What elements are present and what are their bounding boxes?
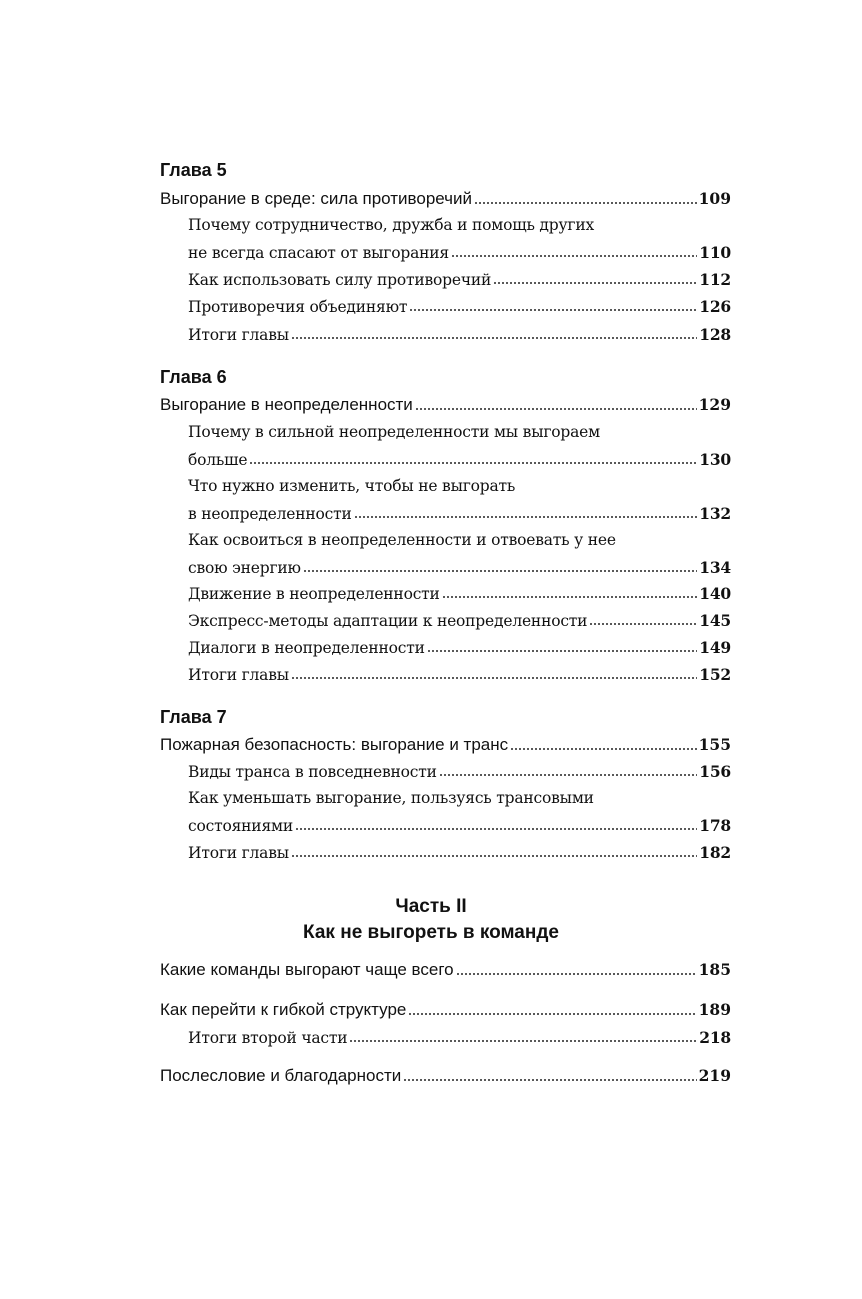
entry-title: Как уменьшать выгорание, пользуясь трансовыми xyxy=(188,789,594,807)
toc-entry xyxy=(188,584,731,603)
entry-title: Какие команды выгорают чаще всего xyxy=(160,960,454,979)
dot-leader xyxy=(295,827,697,831)
entry-title: Как перейти к гибкой структуре xyxy=(160,1000,407,1019)
page-number: 178 xyxy=(699,816,731,835)
page-number: 185 xyxy=(698,960,731,979)
entry-title: Почему сотрудничество, дружба и помощь других xyxy=(188,216,595,234)
entry-title: Итоги главы xyxy=(188,844,289,862)
toc-entry xyxy=(188,611,731,630)
entry-title: Диалоги в неопределенности xyxy=(188,639,425,657)
page-number: 182 xyxy=(699,843,731,862)
entry-title: Противоречия объединяют xyxy=(188,298,408,316)
dot-leader xyxy=(409,308,697,312)
page-number: 145 xyxy=(699,611,731,630)
entry-title: в неопределенности xyxy=(188,505,352,523)
entry-title: больше xyxy=(188,451,248,469)
toc-entry xyxy=(188,816,731,835)
chapter-heading xyxy=(160,707,227,728)
dot-leader xyxy=(474,201,697,205)
toc-entry xyxy=(188,216,731,234)
dot-leader xyxy=(415,407,697,411)
dot-leader xyxy=(456,972,697,976)
toc-entry xyxy=(160,1000,731,1020)
page-number: 149 xyxy=(699,638,731,657)
page-number: 112 xyxy=(699,270,731,289)
entry-title: Глава 7 xyxy=(160,707,227,727)
page-number: 155 xyxy=(698,735,731,754)
page-number: 129 xyxy=(698,395,731,414)
entry-title: Итоги главы xyxy=(188,326,289,344)
dot-leader xyxy=(354,515,698,519)
entry-title: Глава 5 xyxy=(160,160,227,180)
entry-title: Как не выгореть в команде xyxy=(303,922,559,943)
dot-leader xyxy=(408,1012,696,1016)
toc-entry xyxy=(188,665,731,684)
entry-title: Как использовать силу противоречий xyxy=(188,271,492,289)
entry-title: Выгорание в неопределенности xyxy=(160,395,413,414)
page-number: 218 xyxy=(699,1028,731,1047)
dot-leader xyxy=(249,461,697,465)
page-number: 132 xyxy=(699,504,731,523)
page-number: 110 xyxy=(699,243,731,262)
toc-entry xyxy=(188,638,731,657)
entry-title: Часть II xyxy=(395,896,467,917)
dot-leader xyxy=(589,622,697,626)
page-number: 140 xyxy=(699,584,731,603)
toc-entry xyxy=(160,395,731,415)
dot-leader xyxy=(439,773,697,777)
page-number: 152 xyxy=(699,665,731,684)
dot-leader xyxy=(291,854,697,858)
dot-leader xyxy=(291,336,697,340)
entry-title: Движение в неопределенности xyxy=(188,585,440,603)
part-heading xyxy=(0,896,862,918)
chapter-heading xyxy=(160,367,227,388)
entry-title: Пожарная безопасность: выгорание и транс xyxy=(160,735,509,754)
toc-entry xyxy=(188,243,731,262)
page-number: 156 xyxy=(699,762,731,781)
toc-entry xyxy=(188,762,731,781)
dot-leader xyxy=(442,595,698,599)
toc-entry xyxy=(160,189,731,209)
toc-entry xyxy=(188,843,731,862)
toc-entry xyxy=(160,1066,731,1086)
entry-title: Послесловие и благодарности xyxy=(160,1066,402,1085)
toc-entry xyxy=(188,789,731,807)
entry-title: Почему в сильной неопределенности мы выгораем xyxy=(188,423,600,441)
dot-leader xyxy=(291,676,697,680)
toc-entry xyxy=(188,297,731,316)
toc-entry xyxy=(188,531,731,549)
entry-title: Экспресс-методы адаптации к неопределенности xyxy=(188,612,588,630)
entry-title: Выгорание в среде: сила противоречий xyxy=(160,189,473,208)
page-number: 134 xyxy=(699,558,731,577)
toc-entry xyxy=(188,423,731,441)
toc-entry xyxy=(188,558,731,577)
page-number: 126 xyxy=(699,297,731,316)
entry-title: Итоги главы xyxy=(188,666,289,684)
dot-leader xyxy=(451,254,697,258)
entry-title: состояниями xyxy=(188,817,294,835)
toc-entry xyxy=(188,270,731,289)
dot-leader xyxy=(349,1039,697,1043)
entry-title: свою энергию xyxy=(188,559,301,577)
toc-entry xyxy=(188,450,731,469)
dot-leader xyxy=(427,649,697,653)
entry-title: не всегда спасают от выгорания xyxy=(188,244,449,262)
dot-leader xyxy=(493,281,697,285)
page-number: 130 xyxy=(699,450,731,469)
entry-title: Что нужно изменить, чтобы не выгорать xyxy=(188,477,516,495)
toc-entry xyxy=(160,735,731,755)
page-number: 189 xyxy=(698,1000,731,1019)
toc-entry xyxy=(160,960,731,980)
toc-entry xyxy=(188,477,731,495)
entry-title: Итоги второй части xyxy=(188,1029,348,1047)
entry-title: Как освоиться в неопределенности и отвоевать у нее xyxy=(188,531,616,549)
toc-entry xyxy=(188,1028,731,1047)
part-heading xyxy=(0,922,862,944)
chapter-heading xyxy=(160,160,227,181)
dot-leader xyxy=(303,569,697,573)
entry-title: Глава 6 xyxy=(160,367,227,387)
toc-entry xyxy=(188,504,731,523)
dot-leader xyxy=(510,747,697,751)
dot-leader xyxy=(403,1078,696,1082)
entry-title: Виды транса в повседневности xyxy=(188,763,437,781)
toc-entry xyxy=(188,325,731,344)
page-number: 219 xyxy=(698,1066,731,1085)
page-number: 128 xyxy=(699,325,731,344)
page-number: 109 xyxy=(698,189,731,208)
